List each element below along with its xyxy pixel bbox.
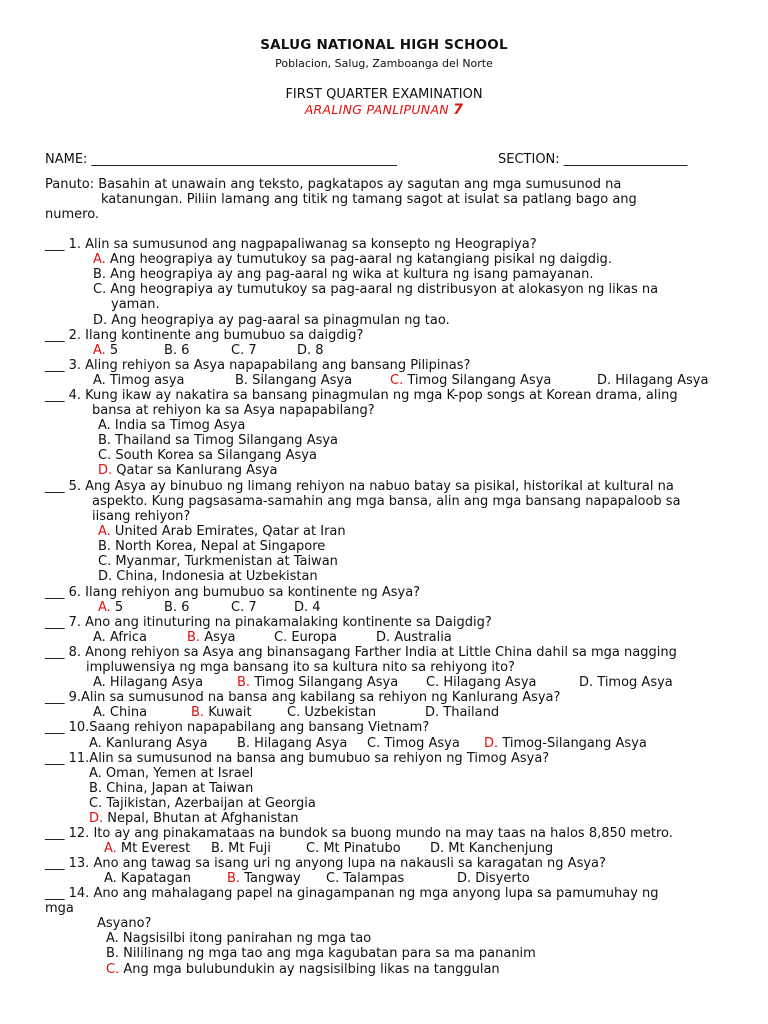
subject-title (0, 102, 768, 118)
question-13-choice-a: A. Kapatagan (104, 871, 191, 886)
question-2-stem: ___ 2. Ilang kontinente ang bumubuo sa daigdig? (45, 328, 364, 343)
question-7-choice-a: A. Africa (93, 630, 148, 645)
grade-level: 7 (453, 102, 464, 118)
question-5-choice-c: C. Myanmar, Turkmenistan at Taiwan (98, 554, 338, 569)
question-14-choice-b: B. Nililinang ng mga tao ang mga kagubatan para sa ma pananim (106, 946, 536, 961)
question-1-choice-b: B. Ang heograpiya ay ang pag-aaral ng wika at kultura ng isang pamayanan. (93, 267, 594, 282)
question-12-stem: ___ 12. Ito ay ang pinakamataas na bundok sa buong mundo na may taas na halos 8,850 metro. (45, 826, 673, 841)
question-5-choice-b: B. North Korea, Nepal at Singapore (98, 539, 326, 554)
question-12-choice-a (104, 841, 190, 856)
question-8-stem-cont: impluwensiya ng mga bansang ito sa kultura nito sa rehiyong ito? (86, 660, 515, 675)
correct-answer-letter: C. (106, 962, 120, 977)
correct-answer-letter: D. (89, 811, 104, 826)
section-field: SECTION: ___________________ (498, 152, 688, 167)
question-11-stem: ___ 11.Alin sa sumusunod na bansa ang bumubuo sa rehiyon ng Timog Asya? (45, 751, 550, 766)
question-3-stem: ___ 3. Aling rehiyon sa Asya napapabilang ang bansang Pilipinas? (45, 358, 471, 373)
name-field: NAME: _______________________________________________ (45, 152, 398, 167)
question-1-choice-c: C. Ang heograpiya ay tumutukoy sa pag-aaral ng distribusyon at alokasyon ng likas na (93, 282, 659, 297)
question-14-choice-c (106, 962, 500, 977)
question-6-choice-c: C. 7 (231, 600, 257, 615)
question-12-choice-b: B. Mt Fuji (211, 841, 271, 856)
choice-text: 5 (110, 600, 124, 615)
correct-answer-letter: C. (390, 373, 404, 388)
correct-answer-letter: A. (93, 343, 106, 358)
choice-text: Nepal, Bhutan at Afghanistan (103, 811, 299, 826)
question-14-stem-cont-1: mga (45, 901, 74, 916)
question-7-choice-b (187, 630, 236, 645)
choice-text: Qatar sa Kanlurang Asya (112, 463, 278, 478)
question-11-choice-d (89, 811, 299, 826)
directions-line-3: numero. (45, 207, 100, 222)
question-3-choice-a: A. Timog asya (93, 373, 185, 388)
question-12-choice-d: D. Mt Kanchenjung (430, 841, 554, 856)
question-8-choice-a: A. Hilagang Asya (93, 675, 204, 690)
correct-answer-letter: B. (187, 630, 201, 645)
question-1-choice-d: D. Ang heograpiya ay pag-aaral sa pinagmulan ng tao. (93, 313, 450, 328)
question-6-choice-b: B. 6 (164, 600, 190, 615)
question-1-stem: ___ 1. Alin sa sumusunod ang nagpapaliwanag sa konsepto ng Heograpiya? (45, 237, 537, 252)
school-address: Poblacion, Salug, Zamboanga del Norte (275, 57, 493, 70)
correct-answer-letter: B. (227, 871, 241, 886)
choice-text: United Arab Emirates, Qatar at Iran (110, 524, 346, 539)
question-11-choice-a: A. Oman, Yemen at Israel (89, 766, 254, 781)
question-5-choice-d: D. China, Indonesia at Uzbekistan (98, 569, 318, 584)
correct-answer-letter: A. (98, 524, 111, 539)
question-5-choice-a (98, 524, 346, 539)
question-14-stem: ___ 14. Ano ang mahalagang papel na ginagampanan ng mga anyong lupa sa pamumuhay ng (45, 886, 659, 901)
exam-title: FIRST QUARTER EXAMINATION (285, 87, 483, 102)
question-4-stem-cont: bansa at rehiyon ka sa Asya napapabilang? (92, 403, 375, 418)
correct-answer-letter: A. (93, 252, 106, 267)
question-1-choice-c-cont: yaman. (111, 297, 160, 312)
question-10-choice-a: A. Kanlurang Asya (89, 736, 208, 751)
choice-text: Asya (200, 630, 236, 645)
question-2-choice-a (93, 343, 118, 358)
question-8-choice-b (237, 675, 398, 690)
correct-answer-letter: D. (98, 463, 113, 478)
choice-text: Ang heograpiya ay tumutukoy sa pag-aaral ng katangiang pisikal ng daigdig. (105, 252, 612, 267)
question-8-choice-c: C. Hilagang Asya (426, 675, 537, 690)
question-10-stem: ___ 10.Saang rehiyon napapabilang ang bansang Vietnam? (45, 720, 430, 735)
question-5-stem: ___ 5. Ang Asya ay binubuo ng limang rehiyon na nabuo batay sa pisikal, historikal at kultural na (45, 479, 674, 494)
directions-line-1: Panuto: Basahin at unawain ang teksto, pagkatapos ay sagutan ang mga sumusunod na (45, 177, 622, 192)
question-11-choice-b: B. China, Japan at Taiwan (89, 781, 254, 796)
correct-answer-letter: B. (191, 705, 205, 720)
question-14-choice-a: A. Nagsisilbi itong panirahan ng mga tao (106, 931, 372, 946)
question-6-choice-a (98, 600, 123, 615)
question-10-choice-c: C. Timog Asya (367, 736, 460, 751)
correct-answer-letter: D. (484, 736, 499, 751)
question-7-choice-d: D. Australia (376, 630, 452, 645)
question-13-stem: ___ 13. Ano ang tawag sa isang uri ng anyong lupa na nakausli sa karagatan ng Asya? (45, 856, 606, 871)
choice-text: Timog-Silangang Asya (498, 736, 647, 751)
question-2-choice-c: C. 7 (231, 343, 257, 358)
question-8-choice-d: D. Timog Asya (579, 675, 673, 690)
correct-answer-letter: B. (237, 675, 251, 690)
choice-text: Timog Silangang Asya (403, 373, 552, 388)
question-4-stem: ___ 4. Kung ikaw ay nakatira sa bansang pinagmulan ng mga K-pop songs at Korean drama, aling (45, 388, 678, 403)
question-2-choice-b: B. 6 (164, 343, 190, 358)
question-13-choice-d: D. Disyerto (457, 871, 530, 886)
question-10-choice-b: B. Hilagang Asya (237, 736, 348, 751)
question-12-choice-c: C. Mt Pinatubo (306, 841, 401, 856)
question-6-choice-d: D. 4 (294, 600, 321, 615)
question-9-choice-b (191, 705, 252, 720)
question-7-stem: ___ 7. Ano ang itinuturing na pinakamalaking kontinente sa Daigdig? (45, 615, 492, 630)
question-2-choice-d: D. 8 (297, 343, 324, 358)
choice-text: Tangway (240, 871, 301, 886)
choice-text: Timog Silangang Asya (250, 675, 399, 690)
choice-text: Kuwait (204, 705, 252, 720)
question-3-choice-b: B. Silangang Asya (235, 373, 353, 388)
question-4-choice-c: C. South Korea sa Silangang Asya (98, 448, 317, 463)
directions-line-2: katanungan. Piliin lamang ang titik ng tamang sagot at isulat sa patlang bago ang (101, 192, 637, 207)
question-14-stem-cont-2: Asyano? (97, 916, 152, 931)
question-5-stem-cont-2: iisang rehiyon? (92, 509, 191, 524)
question-7-choice-c: C. Europa (274, 630, 338, 645)
question-13-choice-b (227, 871, 301, 886)
question-9-stem: ___ 9.Alin sa sumusunod na bansa ang kabilang sa rehiyon ng Kanlurang Asya? (45, 690, 561, 705)
question-8-stem: ___ 8. Anong rehiyon sa Asya ang binansagang Farther India at Little China dahil sa mga nagging (45, 645, 677, 660)
choice-text: 5 (105, 343, 119, 358)
question-11-choice-c: C. Tajikistan, Azerbaijan at Georgia (89, 796, 316, 811)
question-3-choice-d: D. Hilagang Asya (597, 373, 709, 388)
choice-text: Mt Everest (116, 841, 191, 856)
school-name: SALUG NATIONAL HIGH SCHOOL (260, 37, 508, 53)
question-9-choice-d: D. Thailand (425, 705, 500, 720)
correct-answer-letter: A. (104, 841, 117, 856)
question-4-choice-d (98, 463, 278, 478)
question-1-choice-a (93, 252, 612, 267)
question-10-choice-d (484, 736, 647, 751)
correct-answer-letter: A. (98, 600, 111, 615)
question-13-choice-c: C. Talampas (326, 871, 405, 886)
choice-text: Ang mga bulubundukin ay nagsisilbing likas na tanggulan (119, 962, 500, 977)
question-4-choice-b: B. Thailand sa Timog Silangang Asya (98, 433, 339, 448)
question-5-stem-cont-1: aspekto. Kung pagsasama-samahin ang mga bansa, alin ang mga bansang napapaloob sa (92, 494, 681, 509)
subject-name: ARALING PANLIPUNAN (304, 102, 449, 117)
question-9-choice-c: C. Uzbekistan (287, 705, 377, 720)
question-9-choice-a: A. China (93, 705, 148, 720)
question-4-choice-a: A. India sa Timog Asya (98, 418, 246, 433)
question-6-stem: ___ 6. Ilang rehiyon ang bumubuo sa kontinente ng Asya? (45, 585, 421, 600)
question-3-choice-c (390, 373, 551, 388)
